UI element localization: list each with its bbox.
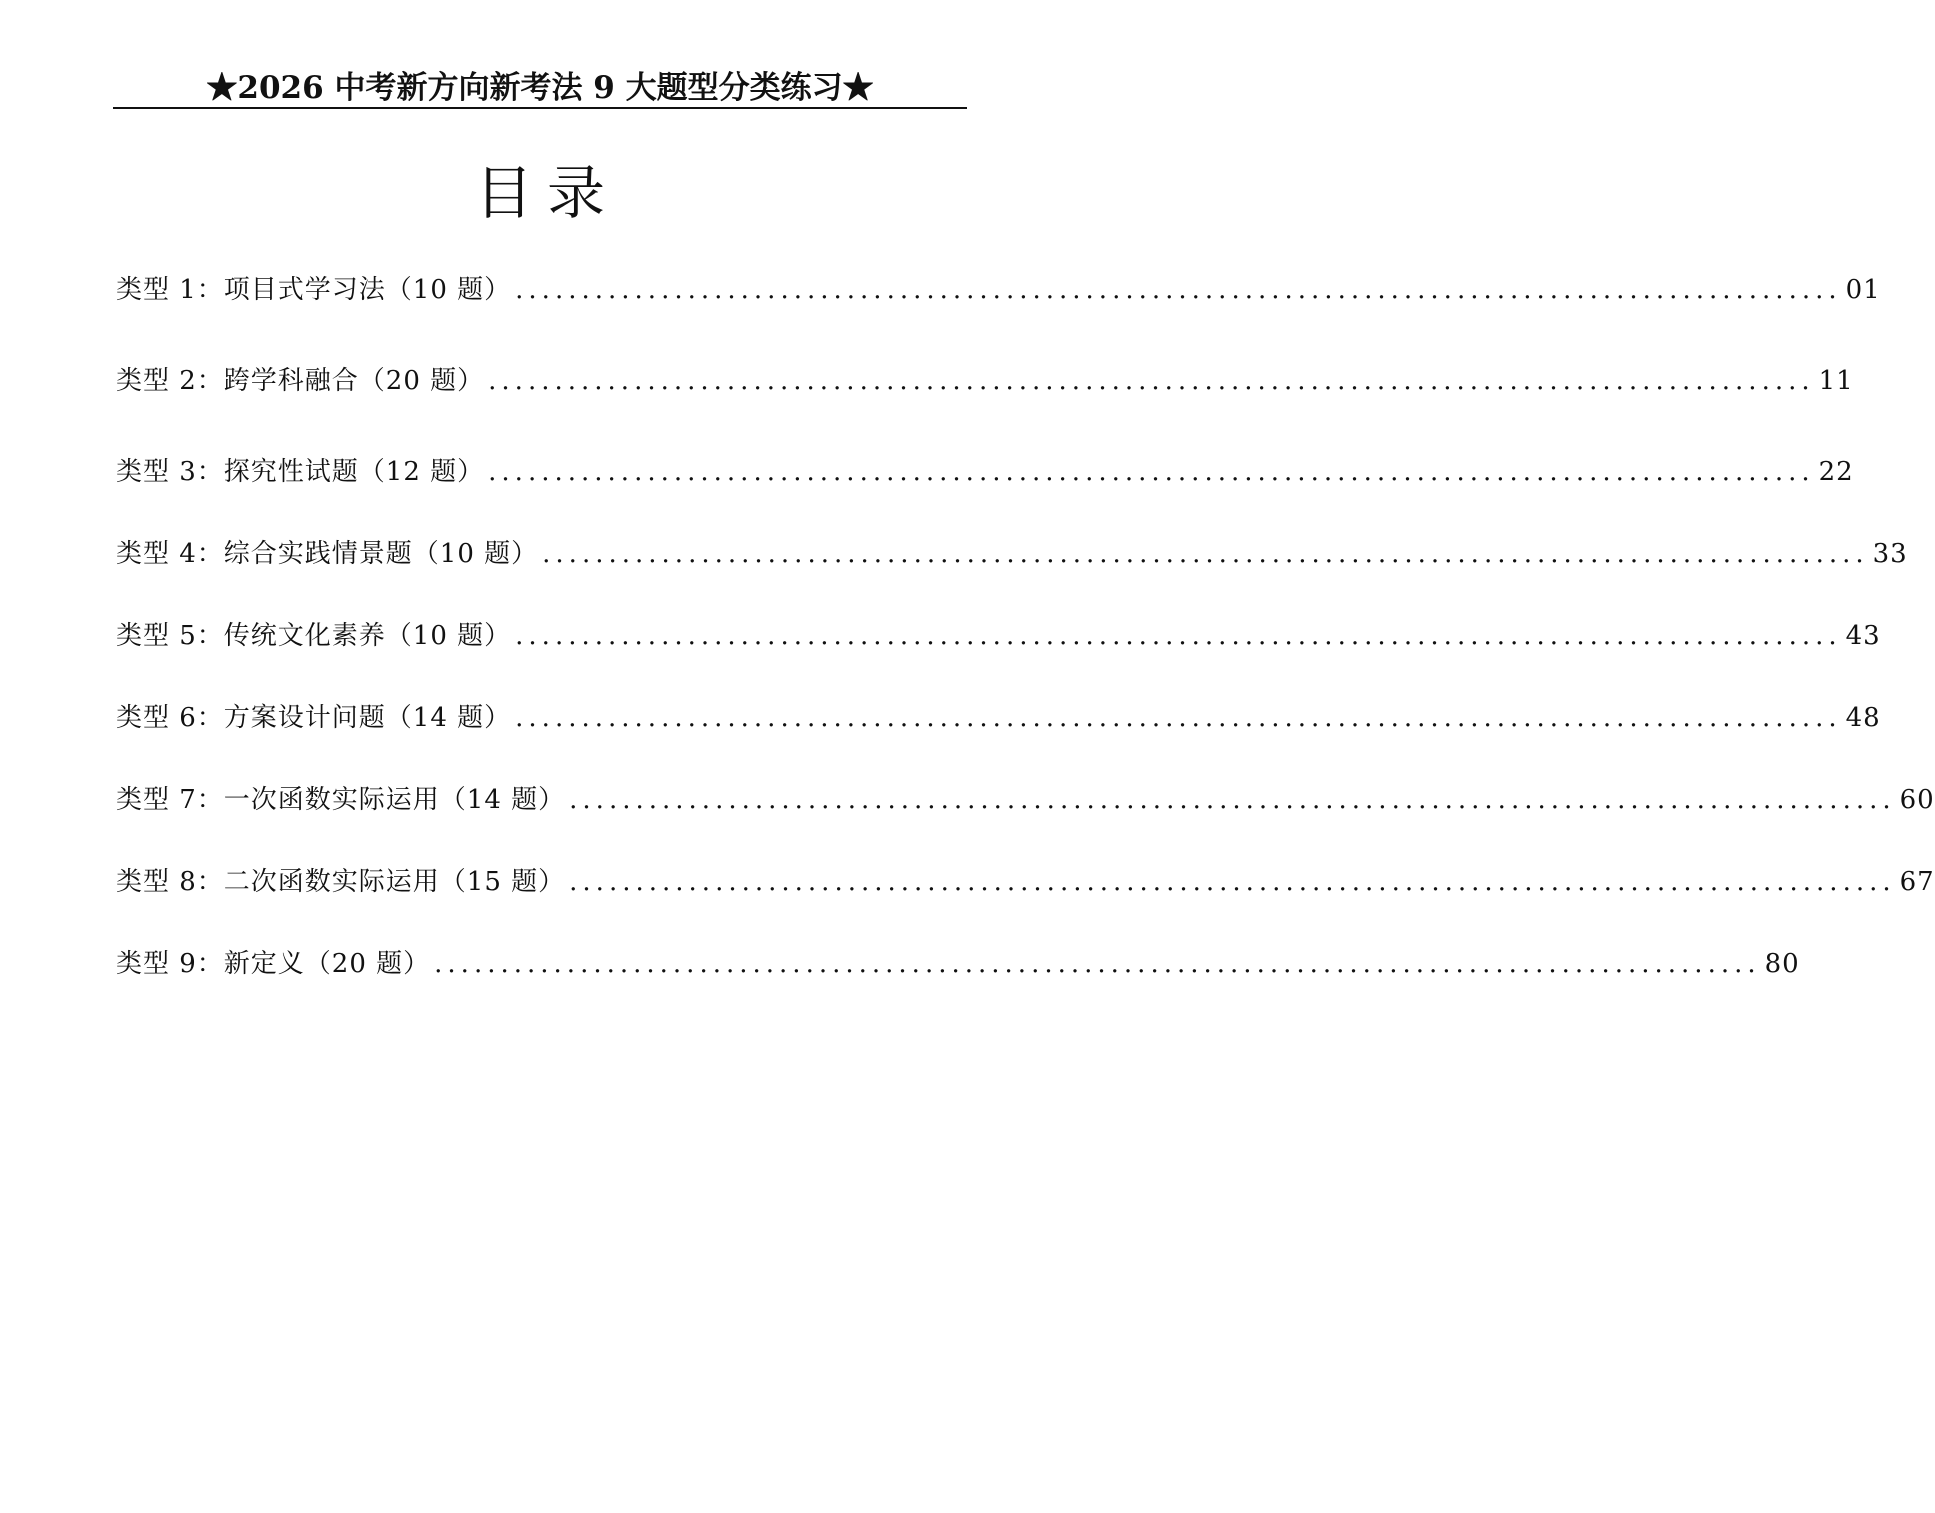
- toc-entry-page: 80: [1764, 949, 1800, 979]
- toc-entry-4[interactable]: [116, 534, 1908, 574]
- toc-entry-5[interactable]: [116, 616, 1881, 656]
- toc-entry-label: 类型 3：探究性试题（12 题）: [116, 457, 485, 487]
- toc-dot-leader: ....................................................................................................: [569, 867, 1896, 897]
- toc-entry-label: 类型 2：跨学科融合（20 题）: [116, 366, 485, 396]
- toc-entry-label: 类型 6：方案设计问题（14 题）: [116, 703, 512, 733]
- toc-dot-leader: ....................................................................................................: [488, 457, 1815, 487]
- toc-entry-8[interactable]: [116, 862, 1935, 902]
- toc-dot-leader: ....................................................................................................: [515, 621, 1842, 651]
- toc-dot-leader: ....................................................................................................: [488, 366, 1815, 396]
- toc-entry-label: 类型 7：一次函数实际运用（14 题）: [116, 785, 566, 815]
- toc-dot-leader: ....................................................................................................: [515, 703, 1842, 733]
- toc-entry-label: 类型 5：传统文化素养（10 题）: [116, 621, 512, 651]
- header-divider: [113, 107, 967, 109]
- toc-dot-leader: ....................................................................................................: [542, 539, 1869, 569]
- page-header-title: ★2026 中考新方向新考法 9 大题型分类练习★: [206, 70, 874, 106]
- toc-entry-label: 类型 1：项目式学习法（10 题）: [116, 275, 512, 305]
- toc-entry-label: 类型 8：二次函数实际运用（15 题）: [116, 867, 566, 897]
- toc-entry-page: 11: [1818, 366, 1854, 396]
- toc-dot-leader: ....................................................................................................: [569, 785, 1896, 815]
- toc-entry-page: 43: [1845, 621, 1881, 651]
- toc-entry-page: 33: [1872, 539, 1908, 569]
- toc-entry-6[interactable]: [116, 698, 1881, 738]
- toc-entry-label: 类型 4：综合实践情景题（10 题）: [116, 539, 539, 569]
- toc-dot-leader: ....................................................................................................: [515, 275, 1842, 305]
- toc-entry-page: 67: [1899, 867, 1935, 897]
- toc-entry-page: 01: [1845, 275, 1881, 305]
- toc-title: 目录: [474, 159, 619, 227]
- toc-entry-1[interactable]: [116, 270, 1881, 310]
- toc-entry-2[interactable]: [116, 361, 1854, 401]
- toc-entry-3[interactable]: [116, 452, 1854, 492]
- toc-entry-7[interactable]: [116, 780, 1935, 820]
- toc-entry-9[interactable]: [116, 944, 1800, 984]
- toc-entry-page: 60: [1899, 785, 1935, 815]
- toc-entry-page: 22: [1818, 457, 1854, 487]
- toc-entry-label: 类型 9：新定义（20 题）: [116, 949, 431, 979]
- toc-dot-leader: ....................................................................................................: [434, 949, 1761, 979]
- toc-entry-page: 48: [1845, 703, 1881, 733]
